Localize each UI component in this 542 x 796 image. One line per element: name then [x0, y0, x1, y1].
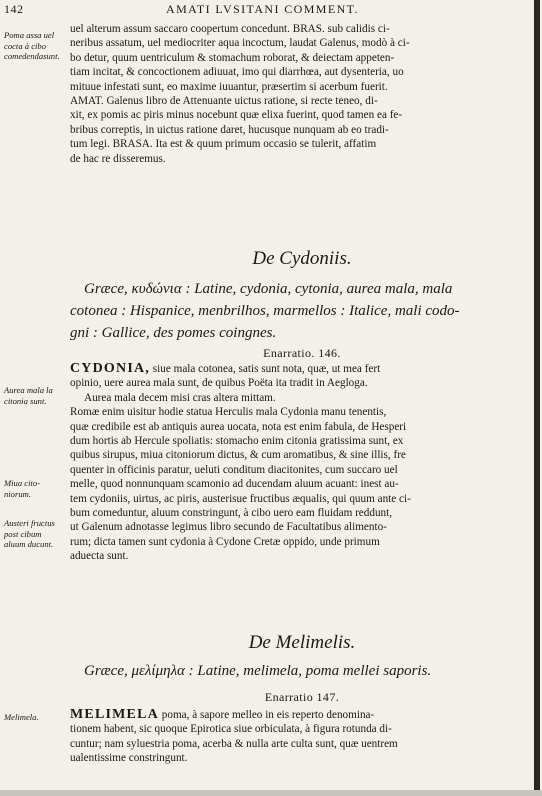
- text-block-intro: [70, 22, 534, 166]
- text-span: poma, à sapore melleo in eis reperto denomina-: [158, 709, 375, 721]
- text-block-melimela: [70, 708, 534, 766]
- text-line: opinio, uere aurea mala sunt, de quibus Poëta ita tradit in Aegloga.: [70, 377, 368, 390]
- text-line: tionem habent, sic quoque Epirotica siue orbiculata, à figura rotunda di-: [70, 723, 392, 736]
- margin-note-austeri: Austeri fructus post cibum aluum ducunt.: [4, 518, 55, 549]
- text-line: uel alterum assum saccaro coopertum concedunt. BRAS. sub calidis ci-: [70, 23, 390, 35]
- lead-word: CYDONIA,: [70, 362, 150, 376]
- text-line: bum comeduntur, aluum constringunt, à cibo uero eam fluidam reddunt,: [70, 507, 393, 520]
- text-line: cuntur; nam syluestria poma, acerba & nulla arte culta sunt, quæ uentrem: [70, 737, 398, 750]
- names-line: cotonea : Hispanice, menbrilhos, marmellos : Italice, mali codo-: [70, 303, 460, 319]
- heading-cydonia: De Cydoniis.: [252, 248, 352, 269]
- page-number: 142: [4, 2, 24, 16]
- margin-note-aurea-mala: Aurea mala la citonia sunt.: [4, 385, 53, 406]
- text-line: ualentissime constringunt.: [70, 752, 188, 765]
- text-line: quibus sirupus, miua citoniorum dictus, & cum aromatibus, & sine illis, fre: [70, 449, 406, 462]
- page-bottom-edge: [0, 790, 542, 796]
- names-line: Græce, κυδώνια : Latine, cydonia, cytonia, aurea mala, mala: [84, 281, 453, 297]
- text-line: AMAT. Galenus libro de Attenuante uictus ratione, si recte teneo, di-: [70, 95, 378, 108]
- text-line: ut Galenum adnotasse legimus libro secundo de Facultatibus alimento-: [70, 521, 387, 534]
- margin-note-melimela: Melimela.: [4, 712, 39, 722]
- text-line: tum legi. BRASA. Ita est & quum primum occasio se tulerit, affatim: [70, 138, 377, 151]
- margin-note-miua: Miua citoniorum.: [4, 478, 41, 499]
- text-line: neribus assatum, uel mediocriter aqua incoctum, laudat Galenus, modò à ci-: [70, 37, 410, 50]
- names-line: gni : Gallice, des pomes coingnes.: [70, 325, 277, 341]
- text-line: tiam incitat, & concoctionem adiuuat, imo qui diarrhœa, aut dysenteria, uo: [70, 66, 404, 79]
- text-line: rum; dicta tamen sunt cydonia à Cydone Cretæ oppido, unde primum: [70, 535, 380, 548]
- margin-note-poma-assa: Poma assa uel cocta à cibo comedendasunt.: [4, 30, 60, 61]
- heading-melimela: De Melimelis.: [248, 632, 356, 653]
- text-line: Romæ enim uisitur hodie statua Herculis mala Cydonia manu tenentis,: [70, 406, 387, 419]
- text-line: bribus correptis, in uictus ratione daret, hucusque nunquam ab eo tradi-: [70, 123, 389, 136]
- names-cydonia: [70, 278, 534, 344]
- enarratio-147: Enarratio 147.: [264, 690, 340, 704]
- names-line: Græce, μελίμηλα : Latine, melimela, poma mellei saporis.: [84, 663, 432, 679]
- running-title: AMATI LVSITANI COMMENT.: [166, 2, 359, 16]
- text-line: quæ credibile est ab antiquis aurea uocata, nota est enim fabula, de Hesperi: [70, 420, 407, 433]
- enarratio-146: Enarratio. 146.: [263, 346, 341, 360]
- text-span: siue mala cotonea, satis sunt nota, quæ, ut mea fert: [150, 363, 381, 375]
- text-line-verse: Aurea mala decem misi cras altera mittam.: [84, 391, 276, 404]
- text-line: bo detur, quum uentriculum & stomachum roborat, & deiectam appeten-: [70, 51, 395, 64]
- text-block-cydonia: [70, 362, 534, 564]
- text-line: quenter in officinis paratur, ueluti conditum diacitonites, cum succaro uel: [70, 463, 398, 476]
- text-line: dum hortis ab Hercule spoliatis: stomacho enim citonia gratissima sunt, ex: [70, 435, 404, 448]
- text-line-first: [70, 362, 534, 376]
- text-line: melle, quod nonnunquam scamonio ad ducendam aluum acuant: inest au-: [70, 478, 399, 491]
- text-line: de hac re disseremus.: [70, 152, 166, 165]
- text-line: aduecta sunt.: [70, 550, 129, 563]
- text-line: xit, ex pomis ac piris minus nocebunt quæ elixa fuerint, quod tamen ea fe-: [70, 109, 403, 122]
- text-line: mituue infestati sunt, eo maxime iuuantur, præsertim si acerbum fuerit.: [70, 80, 388, 93]
- text-line: tem cydoniis, uirtus, ac piris, austerisue fructibus æqualis, qui quum ante ci-: [70, 492, 411, 505]
- lead-word: MELIMELA: [70, 708, 159, 722]
- running-header: [4, 2, 536, 18]
- names-melimela: [70, 660, 534, 682]
- text-line-first: [70, 708, 534, 722]
- page-edge-shadow: [534, 0, 540, 796]
